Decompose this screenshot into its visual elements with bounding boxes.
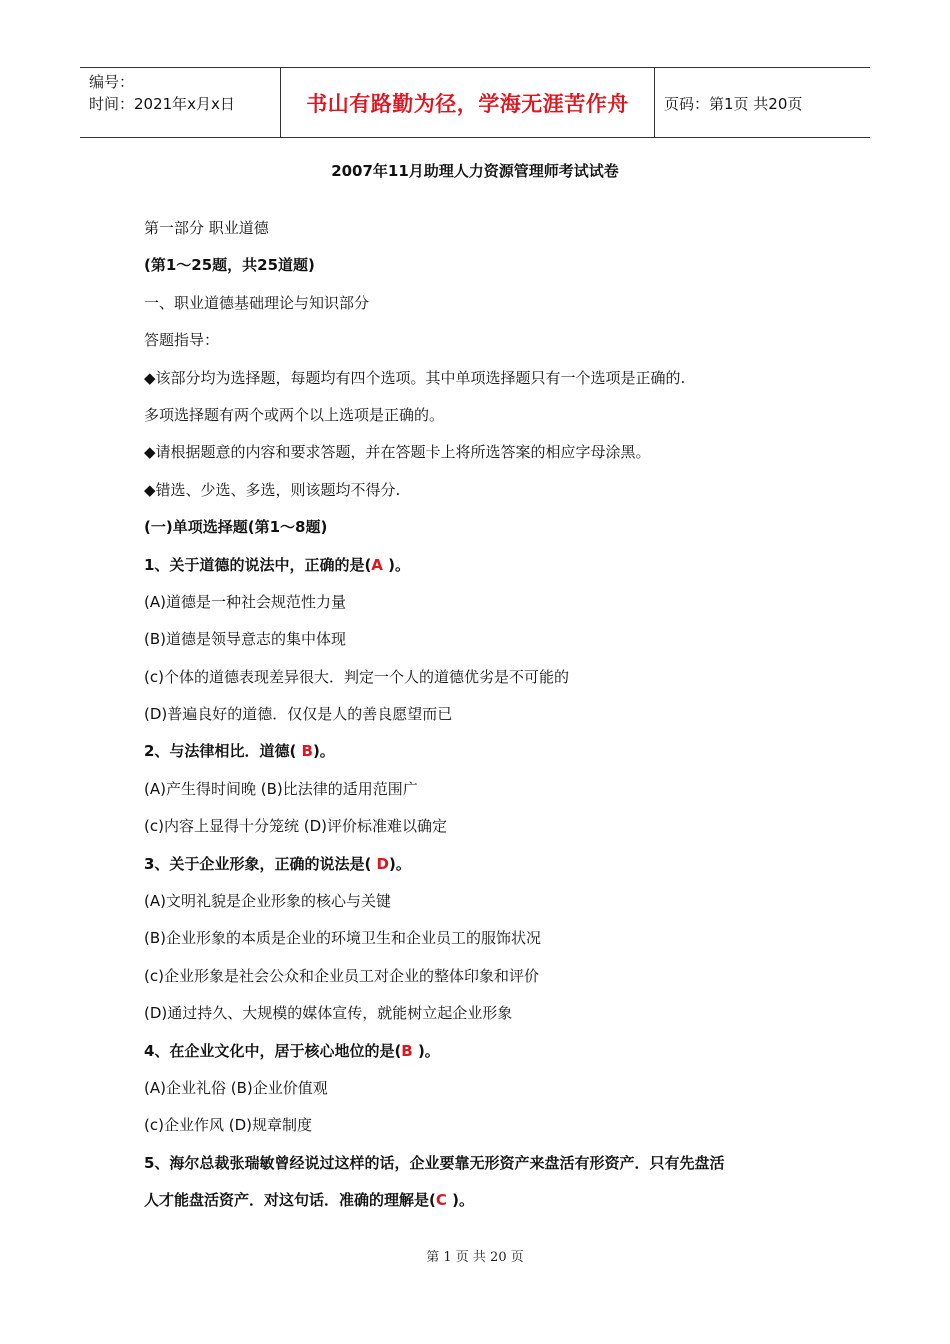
question-text: 人才能盘活资产．对这句话．准确的理解是( [144,1191,436,1210]
question-text: )。 [382,555,410,574]
answer-letter: A [371,555,383,574]
header-motto: 书山有路勤为径，学海无涯苦作舟 [306,92,629,116]
option-line: (A)文明礼貌是企业形象的核心与关键 [144,892,391,911]
section-heading: 第一部分 职业道德 [144,219,269,237]
question-group-heading: (一)单项选择题(第1～8题) [144,518,328,537]
option-line: (c)企业形象是社会公众和企业员工对企业的整体印象和评价 [144,966,539,985]
question-4 [144,1036,824,1073]
question-text: 2、与法律相比．道德( [144,742,302,761]
question-2 [144,736,824,773]
instruction-text: 多项选择题有两个或两个以上选项是正确的。 [144,405,445,424]
instruction-text: ◆该部分均为选择题，每题均有四个选项。其中单项选择题只有一个选项是正确的. [144,368,686,387]
question-text: )。 [412,1041,440,1060]
option-line: (B)企业形象的本质是企业的环境卫生和企业员工的服饰状况 [144,929,541,948]
document-body [144,213,824,1223]
option-line: (D)通过持久、大规模的媒体宣传，就能树立起企业形象 [144,1004,513,1023]
instruction-text: ◆错选、少选、多选，则该题均不得分. [144,480,401,499]
question-3 [144,849,824,886]
page-footer: 第 1 页 共 20 页 [426,1250,524,1265]
question-text: 3、关于企业形象，正确的说法是( [144,854,377,873]
answer-letter: D [376,854,389,873]
subsection-heading: 一、职业道德基础理论与知识部分 [144,293,370,312]
header-divider [654,68,655,137]
option-line: (c)内容上显得十分笼统 (D)评价标准难以确定 [144,817,447,836]
option-line: (c)企业作风 (D)规章制度 [144,1116,312,1135]
document-header [80,67,870,138]
option-line: (B)道德是领导意志的集中体现 [144,630,346,649]
question-text: )。 [446,1191,474,1210]
header-time-label: 时间：2021年x月x日 [89,95,235,113]
section-range: (第1～25题，共25道题) [144,256,315,275]
option-line: (A)企业礼俗 (B)企业价值观 [144,1078,328,1097]
header-meta [89,71,235,115]
question-5: 5、海尔总裁张瑞敏曾经说过这样的话，企业要靠无形资产来盘活有形资产．只有先盘活 [144,1153,725,1172]
question-text: )。 [388,854,411,873]
question-1 [144,550,824,587]
answer-letter: B [401,1041,413,1060]
header-page-info: 页码：第1页 共20页 [664,95,803,113]
answer-letter: C [435,1191,447,1210]
option-line: (A)道德是一种社会规范性力量 [144,592,346,611]
question-text: 1、关于道德的说法中，正确的是( [144,555,372,574]
instruction-text: ◆请根据题意的内容和要求答题，并在答题卡上将所选答案的相应字母涂黑。 [144,443,651,462]
question-5-continued [144,1185,824,1222]
option-line: (D)普遍良好的道德．仅仅是人的善良愿望而已 [144,705,453,724]
option-line: (c)个体的道德表现差异很大．判定一个人的道德优劣是不可能的 [144,667,569,686]
answer-letter: B [301,742,313,761]
instructions-label: 答题指导： [144,331,220,350]
question-text: 4、在企业文化中，居于核心地位的是( [144,1041,402,1060]
question-text: )。 [312,742,335,761]
option-line: (A)产生得时间晚 (B)比法律的适用范围广 [144,779,418,798]
header-number-label: 编号： [89,73,135,91]
document-title: 2007年11月助理人力资源管理师考试试卷 [331,162,619,180]
